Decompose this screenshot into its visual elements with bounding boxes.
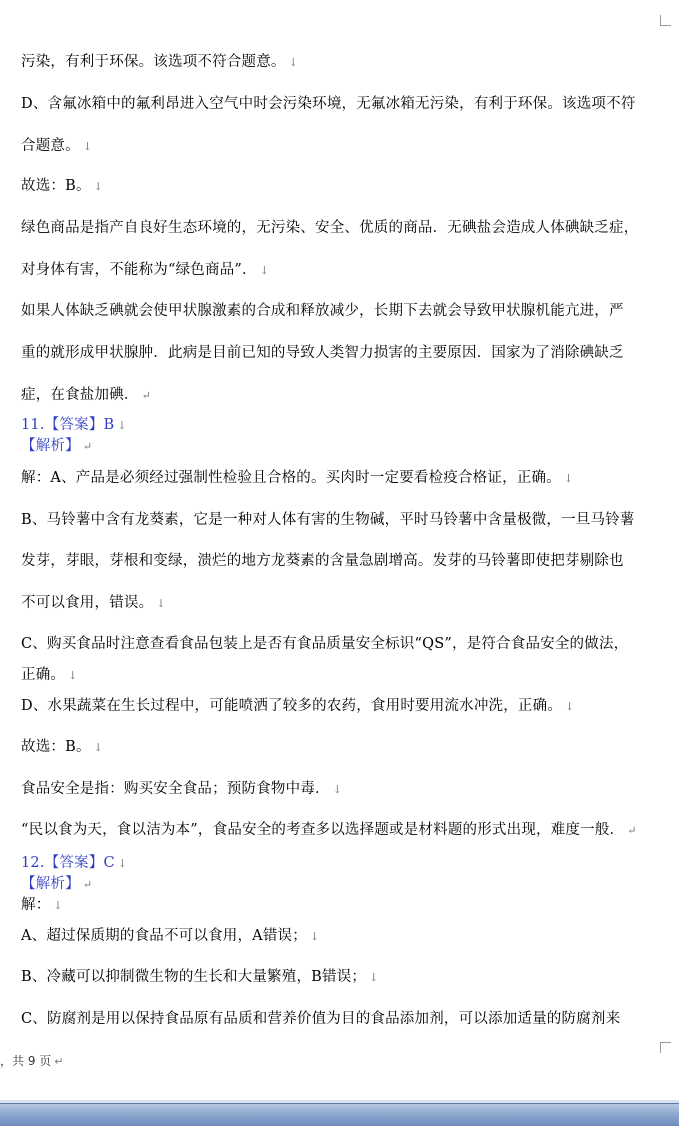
window-bottom-bar [0,1103,679,1126]
text-line: B、冷藏可以抑制微生物的生长和大量繁殖，B错误； ↓ [21,969,379,985]
text-line: 解： ↓ [21,897,63,913]
page-footer: ，共 9 页 ↵ [0,1054,64,1068]
answer-heading-11: 11.【答案】B ↓ [21,417,127,433]
text-line: 合题意。 ↓ [21,138,93,154]
text-line: A、超过保质期的食品不可以食用，A错误； ↓ [21,928,320,944]
text-line: 食品安全是指：购买安全食品；预防食物中毒． ↓ [21,781,343,797]
text-line: 绿色商品是指产自良好生态环境的，无污染、安全、优质的商品．无碘盐会造成人体碘缺乏症， [21,220,639,236]
text-line: D、含氟冰箱中的氟利昂进入空气中时会污染环境，无氟冰箱无污染，有利于环保。该选项不符 [21,96,636,112]
text-line: 对身体有害，不能称为“绿色商品”． ↓ [21,262,270,278]
answer-heading-12: 12.【答案】C ↓ [21,855,128,871]
page-corner-mark [660,1042,671,1053]
text-line: 如果人体缺乏碘就会使甲状腺激素的合成和释放减少，长期下去就会导致甲状腺机能亢进，严 [21,303,624,319]
text-line: D、水果蔬菜在生长过程中，可能喷洒了较多的农药，食用时要用流水冲洗，正确。 ↓ [21,698,575,714]
text-line: 症，在食盐加碘． ↵ [21,387,152,403]
text-line: C、购买食品时注意查看食品包装上是否有食品质量安全标识“QS”，是符合食品安全的做法， [21,636,629,652]
text-line: 解：A、产品是必须经过强制性检验且合格的。买肉时一定要看检疫合格证，正确。 ↓ [21,470,574,486]
text-line: B、马铃薯中含有龙葵素，它是一种对人体有害的生物碱，平时马铃薯中含量极微，一旦马铃薯 [21,512,635,528]
analysis-heading-12: 【解析】 ↵ [21,876,93,892]
text-line: 故选：B。 ↓ [21,739,104,755]
text-line: 正确。 ↓ [21,667,78,683]
text-line: 不可以食用，错误。 ↓ [21,595,166,611]
text-line: 故选：B。 ↓ [21,178,104,194]
page-corner-mark [660,15,671,26]
analysis-heading-11: 【解析】 ↵ [21,438,93,454]
text-line: C、防腐剂是用以保持食品原有品质和营养价值为目的食品添加剂，可以添加适量的防腐剂来 [21,1011,621,1027]
text-line: “民以食为天，食以洁为本”，食品安全的考查多以选择题或是材料题的形式出现，难度一般． ↵ [21,822,637,838]
text-line: 发芽，芽眼，芽根和变绿，溃烂的地方龙葵素的含量急剧增高。发芽的马铃薯即使把芽剔除也 [21,553,624,569]
text-line: 重的就形成甲状腺肿．此病是目前已知的导致人类智力损害的主要原因．国家为了消除碘缺乏 [21,345,624,361]
text-line: 污染，有利于环保。该选项不符合题意。 ↓ [21,54,299,70]
